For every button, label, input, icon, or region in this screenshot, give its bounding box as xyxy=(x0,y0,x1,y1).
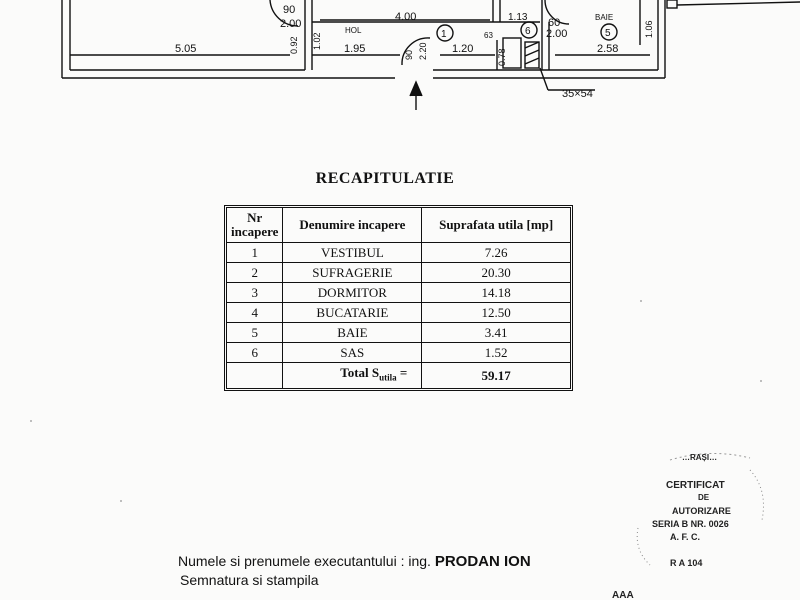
signature-label: Semnatura si stampila xyxy=(180,572,319,588)
table-row xyxy=(227,303,571,323)
cell-name: SUFRAGERIE xyxy=(283,263,422,283)
authorization-stamp xyxy=(600,440,800,600)
total-label-sub: utila xyxy=(379,372,397,383)
recap-table xyxy=(226,207,571,389)
room-number-5: 5 xyxy=(605,28,611,39)
stamp-bottom-text: AAA xyxy=(612,590,634,600)
dim-label: 90 xyxy=(283,4,296,16)
cell-area: 12.50 xyxy=(422,303,571,323)
total-label-eq: = xyxy=(396,365,408,380)
scan-speck xyxy=(30,420,32,422)
room-number-1: 1 xyxy=(441,29,447,40)
dim-label: 2.58 xyxy=(597,43,619,55)
dim-label: 1.02 xyxy=(312,32,322,50)
table-row xyxy=(227,263,571,283)
total-label-text: Total S xyxy=(340,365,380,380)
scan-speck xyxy=(640,300,642,302)
dim-label: 90 xyxy=(404,49,414,60)
executant-name: PRODAN ION xyxy=(434,553,531,570)
cell-nr: 4 xyxy=(227,303,283,323)
cell-area: 1.52 xyxy=(422,343,571,363)
recap-title: RECAPITULATIE xyxy=(315,170,455,187)
header-nr: Nr incapere xyxy=(227,208,283,243)
stamp-line: R A 104 xyxy=(670,558,703,568)
cell-name: BUCATARIE xyxy=(283,303,422,323)
cell-name: SAS xyxy=(283,343,422,363)
dim-label: 0.92 xyxy=(289,36,299,54)
header-area: Suprafata utila [mp] xyxy=(422,208,571,243)
executant-line xyxy=(178,553,531,570)
floor-plan xyxy=(0,0,800,110)
dim-label: 1.95 xyxy=(344,43,366,55)
table-row xyxy=(227,283,571,303)
stamp-line: SERIA B NR. 0026 xyxy=(652,519,729,529)
dim-label: 2.00 xyxy=(280,18,302,30)
room-number-6: 6 xyxy=(525,26,531,37)
stamp-line: DE xyxy=(698,493,710,502)
cell-area: 14.18 xyxy=(422,283,571,303)
cell-name: VESTIBUL xyxy=(283,243,422,263)
cell-area: 3.41 xyxy=(422,323,571,343)
dim-label: 1.20 xyxy=(452,43,474,55)
total-label xyxy=(283,363,422,389)
room-label-hol: HOL xyxy=(345,26,362,35)
room-label-baie: BAIE xyxy=(595,13,614,22)
cell-nr: 5 xyxy=(227,323,283,343)
dim-label: 0.78 xyxy=(497,48,507,66)
table-row xyxy=(227,243,571,263)
cell-nr: 1 xyxy=(227,243,283,263)
stamp-line: AUTORIZARE xyxy=(672,506,731,516)
cell-nr: 2 xyxy=(227,263,283,283)
executant-label: Numele si prenumele executantului : ing. xyxy=(178,553,431,569)
stamp-line: A. F. C. xyxy=(670,532,701,542)
cell-name: BAIE xyxy=(283,323,422,343)
dim-label: 63 xyxy=(484,31,493,40)
table-row xyxy=(227,323,571,343)
cell-nr: 3 xyxy=(227,283,283,303)
stamp-arc-text: …RAȘI… xyxy=(682,453,718,462)
scan-speck xyxy=(120,500,122,502)
dim-label: 2.00 xyxy=(546,28,568,40)
cell-nr: 6 xyxy=(227,343,283,363)
table-header-row xyxy=(227,208,571,243)
scan-speck xyxy=(760,380,762,382)
dim-label: 4.00 xyxy=(395,11,417,23)
cell-area: 7.26 xyxy=(422,243,571,263)
dim-label: 1.06 xyxy=(644,20,654,38)
cell-area: 20.30 xyxy=(422,263,571,283)
dim-label-chimney: 35×54 xyxy=(562,88,593,100)
window-mark xyxy=(667,0,677,8)
stamp-line: CERTIFICAT xyxy=(666,480,725,491)
dim-label: 60 xyxy=(548,17,561,29)
cell-name: DORMITOR xyxy=(283,283,422,303)
dim-label: 2.20 xyxy=(418,42,428,60)
table-row xyxy=(227,343,571,363)
table-total-row xyxy=(227,363,571,389)
header-name: Denumire incapere xyxy=(283,208,422,243)
dim-label: 5.05 xyxy=(175,43,197,55)
dim-label: 1.13 xyxy=(508,12,528,23)
cell-empty xyxy=(227,363,283,389)
total-value: 59.17 xyxy=(422,363,571,389)
